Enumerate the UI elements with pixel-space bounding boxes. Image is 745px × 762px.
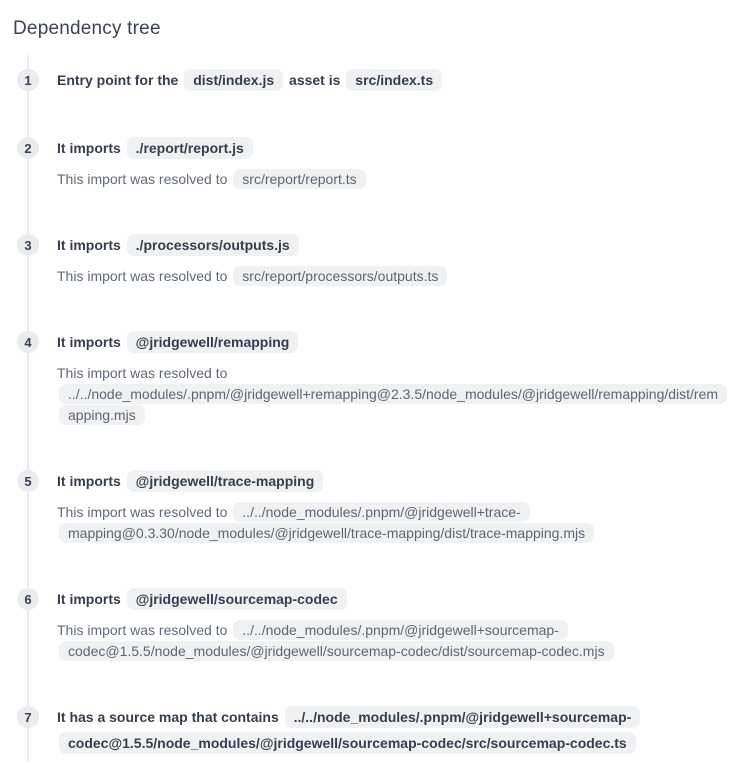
dependency-item-1 xyxy=(13,67,719,93)
item-title-text: It imports xyxy=(57,237,121,253)
item-title xyxy=(57,329,719,355)
item-title-text: It imports xyxy=(57,473,121,489)
item-content xyxy=(57,586,719,662)
dependency-item-5 xyxy=(13,468,719,544)
resolved-prefix-text: This import was resolved to xyxy=(57,268,228,284)
dependency-item-2 xyxy=(13,135,719,190)
resolved-prefix-text: This import was resolved to xyxy=(57,622,228,638)
path-badge: @jridgewell/remapping xyxy=(127,331,299,353)
step-number-badge: 1 xyxy=(17,69,39,91)
path-badge: dist/index.js xyxy=(184,69,283,91)
item-title-text: asset is xyxy=(289,72,341,88)
item-content xyxy=(57,704,719,756)
item-content xyxy=(57,232,719,287)
item-title-text: It imports xyxy=(57,591,121,607)
resolved-prefix-text: This import was resolved to xyxy=(57,365,228,381)
item-title xyxy=(57,704,719,756)
resolved-note xyxy=(57,266,719,287)
path-badge: @jridgewell/sourcemap-codec xyxy=(127,588,347,610)
dependency-item-4 xyxy=(13,329,719,426)
item-title xyxy=(57,586,719,612)
item-title-text: It imports xyxy=(57,140,121,156)
resolved-path-badge: ../../node_modules/.pnpm/@jridgewell+trace-mapping@0.3.30/node_modules/@jridgewell/trace-mapping/dist/trace-mapping.mjs xyxy=(59,502,594,543)
path-badge: @jridgewell/trace-mapping xyxy=(127,470,324,492)
item-title-text: It has a source map that contains xyxy=(57,709,279,725)
item-title xyxy=(57,232,719,258)
item-title-text: Entry point for the xyxy=(57,72,179,88)
resolved-prefix-text: This import was resolved to xyxy=(57,504,228,520)
item-title xyxy=(57,67,719,93)
step-number-badge: 5 xyxy=(17,470,39,492)
step-number-badge: 2 xyxy=(17,137,39,159)
resolved-path-badge: ../../node_modules/.pnpm/@jridgewell+sourcemap-codec@1.5.5/node_modules/@jridgewell/sourcemap-codec/dist/sourcemap-codec.mjs xyxy=(59,620,614,661)
dependency-item-6 xyxy=(13,586,719,662)
resolved-note xyxy=(57,620,719,662)
dependency-timeline xyxy=(13,67,719,756)
resolved-path-badge: src/report/report.ts xyxy=(233,169,365,189)
resolved-path-badge: ../../node_modules/.pnpm/@jridgewell+remapping@2.3.5/node_modules/@jridgewell/remapping/dist/remapping.mjs xyxy=(59,384,727,425)
step-number-badge: 6 xyxy=(17,588,39,610)
item-content xyxy=(57,135,719,190)
path-badge: ./processors/outputs.js xyxy=(127,234,299,256)
dependency-item-3 xyxy=(13,232,719,287)
item-content xyxy=(57,67,719,93)
resolved-path-badge: src/report/processors/outputs.ts xyxy=(233,266,447,286)
page-title: Dependency tree xyxy=(13,18,161,39)
resolved-note xyxy=(57,169,719,190)
item-content xyxy=(57,468,719,544)
resolved-note xyxy=(57,502,719,544)
dependency-item-7 xyxy=(13,704,719,756)
path-badge: ./report/report.js xyxy=(127,137,253,159)
step-number-badge: 3 xyxy=(17,234,39,256)
item-title xyxy=(57,468,719,494)
item-content xyxy=(57,329,719,426)
path-badge: src/index.ts xyxy=(346,69,442,91)
path-badge: ../../node_modules/.pnpm/@jridgewell+sourcemap-codec@1.5.5/node_modules/@jridgewell/sourcemap-codec/src/sourcemap-codec.ts xyxy=(59,706,640,754)
resolved-note xyxy=(57,363,719,426)
resolved-prefix-text: This import was resolved to xyxy=(57,171,228,187)
item-title-text: It imports xyxy=(57,334,121,350)
step-number-badge: 7 xyxy=(17,706,39,728)
step-number-badge: 4 xyxy=(17,331,39,353)
item-title xyxy=(57,135,719,161)
